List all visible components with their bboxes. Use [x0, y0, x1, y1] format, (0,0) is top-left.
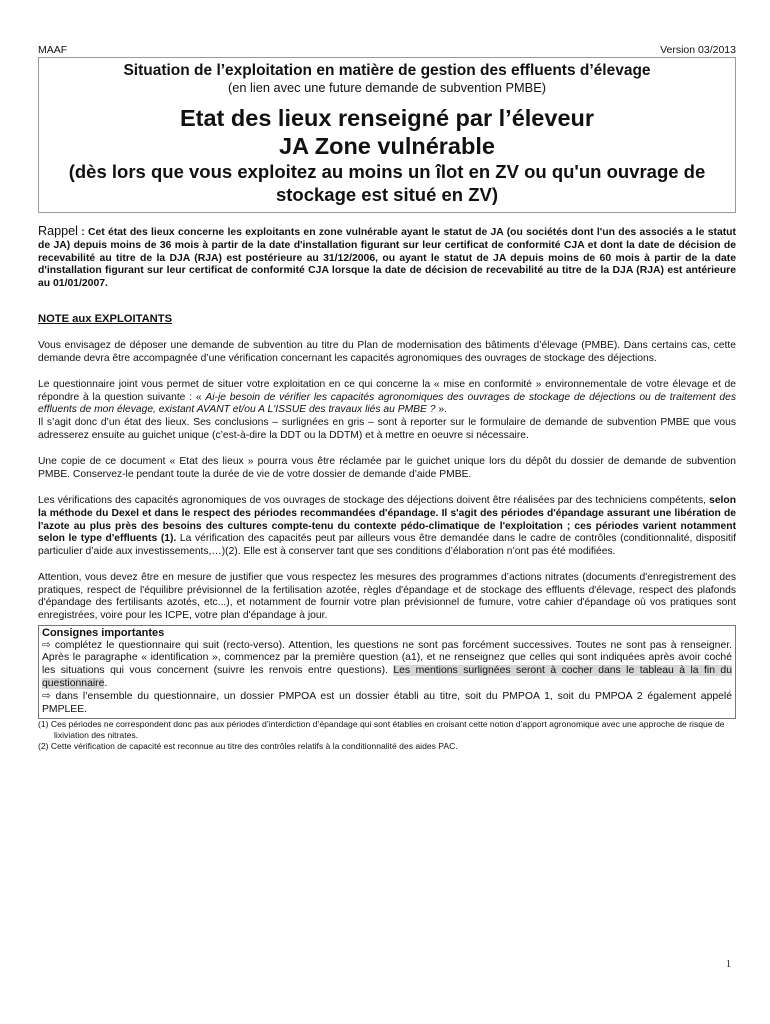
title-line-4: JA Zone vulnérable [279, 133, 495, 159]
p5-start: Les vérifications des capacités agronomiques de vos ouvrages de stockage des déjections doivent être réalisées par des techniciens compétents, [38, 495, 710, 507]
note-paragraph-4: Une copie de ce document « Etat des lieux » pourra vous être réclamée par le guichet unique lors du dépôt du dossier de demande de subvention PMBE. Conservez-le pendant toute la durée de vie de votre dossier de demande d’aide PMBE. [38, 456, 736, 480]
footnote-2: (2) Cette vérification de capacité est reconnue au titre des contrôles relatifs à la conditionnalité des aides PAC. [38, 741, 458, 752]
note-paragraph-3: Il s’agit donc d’un état des lieux. Ses conclusions – surlignées en gris – sont à reporter sur le formulaire de demande de subvention PMBE que vous adresserez ensuite au guichet unique (c’est-à-dire la DDT ou la DDTM) et à mettre en oeuvre si nécessaire. [38, 416, 736, 441]
consignes-box [38, 625, 736, 720]
p5-bold: selon la méthode du Dexel et dans le respect des périodes recommandées d'épandage. Il s'agit des périodes d'épandage assurant une libération de l'azote au plus près des besoins des cultures compte-tenu du contexte pédo-climatique de l'exploitation ; ces périodes varient notamment selon le type d'effluents (1). [38, 495, 736, 545]
title-line-5: (dès lors que vous exploitez au moins un îlot en ZV ou qu'un ouvrage de stockage est situé en ZV) [68, 161, 706, 205]
p2-start: Le questionnaire joint vous permet de situer votre exploitation en ce qui concerne la « mise en conformité » environnementale de votre élevage et de répondre à la question suivante : « [38, 379, 736, 403]
title-line-2: (en lien avec une future demande de subvention PMBE) [228, 80, 546, 95]
highlighted-mention: Les mentions surlignées seront à cocher dans le tableau à la fin du questionnaire [42, 665, 732, 690]
title-line-1: Situation de l’exploitation en matière de gestion des effluents d’élevage [123, 62, 651, 79]
rappel-label: Rappel [38, 224, 78, 238]
p5-end: La vérification des capacités peut par ailleurs vous être demandée dans le cadre de contrôles (conditionnalité, dispositif particulier d’aide aux investissements,…)(2). Elle est à conserver tant que ses conditions d’élaboration n’ont pas été modifiées. [38, 533, 736, 557]
consignes-bullet-2 [42, 691, 732, 717]
consignes-title: Consignes importantes [42, 626, 165, 639]
note-paragraph-6: Attention, vous devez être en mesure de justifier que vous respectez les mesures des programmes d’actions nitrates (documents d'enregistrement des pratiques, respect de l'équilibre prévisionnel de la fertilisation azotée, règles d'épandage et de stockage des effluents d'élevage, respect des plafonds d'épandage des fertilisants azotés, etc...), et notamment de fournir votre plan prévisionnel de fumure, votre cahier d'épandage où vos pratiques sont enregistrées, voire pour les ICPE, votre plan d'épandage à jour. [38, 572, 736, 622]
consignes-bullet-1 [42, 640, 732, 691]
consignes-bullet-2-text: dans l’ensemble du questionnaire, un dossier PMPOA est un dossier établi au titre, soit du PMPOA 1, soit du PMPOA 2 également appelé PMPLEE. [42, 690, 732, 715]
rappel-text: : Cet état des lieux concerne les exploitants en zone vulnérable ayant le statut de JA (ou sociétés dont l'un des associés a le statut de JA) depuis moins de 36 mois à partir de la date d'installation figurant sur leur certificat de conformité CJA et dont la date de décision de recevabilité au titre de la DJA (RJA) est postérieure au 31/12/2006, ou ayant le statut de JA depuis moins de 60 mois à partir de la date d'installation figurant sur leur certificat de conformité CJA lorsque la date de décision de recevabilité au titre de la DJA (RJA) est antérieure au 01/01/2007. [38, 227, 736, 290]
p2-question: Ai-je besoin de vérifier les capacités agronomiques des ouvrages de stockage de déjections ou de traitement des effluents de mon élevage, existant AVANT et/ou A L'ISSUE des travaux liés au PMBE ? [38, 391, 736, 416]
note-paragraph-2 [38, 379, 736, 417]
arrow-right-icon: ⇨ [42, 690, 51, 702]
footnote-1: (1) Ces périodes ne correspondent donc pas aux périodes d’interdiction d’épandage qui sont établies en croisant cette notion d’apport agronomique avec une approche de risque de lixiviation des nitrates. [38, 719, 725, 741]
title-box [38, 57, 736, 213]
document-page [38, 44, 736, 752]
title-line-3: Etat des lieux renseigné par l’éleveur [179, 105, 595, 131]
note-title: NOTE aux EXPLOITANTS [38, 312, 173, 325]
note-paragraph-5 [38, 495, 736, 558]
footnotes [38, 719, 736, 752]
consignes-bullet-1-text: complétez le questionnaire qui suit (recto-verso). Attention, les questions ne sont pas forcément successives. Toutes ne sont pas à renseigner. Après le paragraphe « identification », commencez par la première question (a1), et ne renseignez que celles qui sont indiquées après avoir coché les situations qui vous concernent (suivre les renvois entre questions). [42, 639, 732, 677]
page-number: 1 [726, 959, 731, 970]
org-label: MAAF [38, 44, 68, 56]
arrow-right-icon: ⇨ [42, 639, 51, 651]
note-paragraph-1: Vous envisagez de déposer une demande de subvention au titre du Plan de modernisation des bâtiments d’élevage (PMBE). Dans certains cas, cette demande devra être accompagnée d’une vérification concernant les capacités agronomiques des ouvrages de stockage des déjections. [38, 339, 736, 364]
rappel-paragraph [38, 225, 736, 291]
version-label: Version 03/2013 [660, 44, 736, 56]
consignes-bullet-1-end: . [104, 678, 108, 690]
page-header [38, 44, 736, 56]
p2-end: ». [435, 404, 447, 416]
